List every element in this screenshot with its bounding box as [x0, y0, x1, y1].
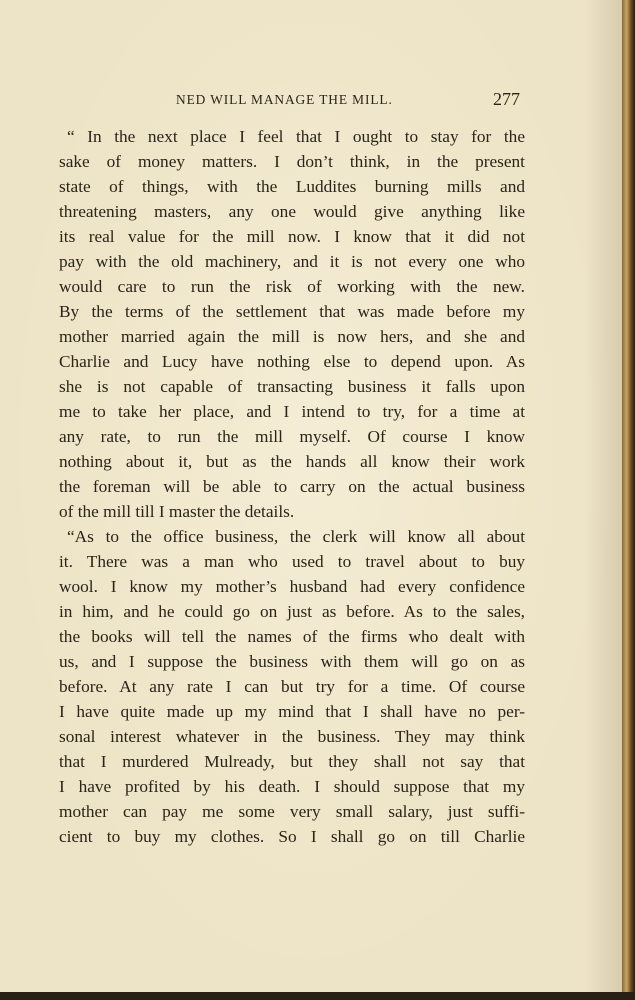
text-line: me to take her place, and I intend to try, for a time at: [59, 402, 525, 421]
text-line: sonal interest whatever in the business. They may think: [59, 727, 525, 746]
text-line: that I murdered Mulready, but they shall not say that: [59, 752, 525, 771]
page-bottom-edge: [0, 992, 635, 1000]
text-line: any rate, to run the mill myself. Of course I know: [59, 427, 525, 446]
text-line: mother can pay me some very small salary, just suffi-: [59, 802, 525, 821]
text-line: cient to buy my clothes. So I shall go on till Charlie: [59, 827, 525, 846]
text-line: Charlie and Lucy have nothing else to depend upon. As: [59, 352, 525, 371]
text-line: I have quite made up my mind that I shall have no per-: [59, 702, 525, 721]
text-line: she is not capable of transacting business it falls upon: [59, 377, 525, 396]
body-text: [59, 124, 525, 849]
text-line: its real value for the mill now. I know that it did not: [59, 227, 525, 246]
text-line: us, and I suppose the business with them will go on as: [59, 652, 525, 671]
text-line: the books will tell the names of the firms who dealt with: [59, 627, 525, 646]
text-line: mother married again the mill is now hers, and she and: [59, 327, 525, 346]
text-line: threatening masters, any one would give anything like: [59, 202, 525, 221]
text-line: “As to the office business, the clerk will know all about: [67, 527, 525, 546]
text-line: would care to run the risk of working with the new.: [59, 277, 525, 296]
text-line: wool. I know my mother’s husband had every confidence: [59, 577, 525, 596]
page-number: 277: [493, 89, 520, 109]
text-line: nothing about it, but as the hands all know their work: [59, 452, 525, 471]
text-line: “ In the next place I feel that I ought to stay for the: [67, 127, 525, 146]
text-line: of the mill till I master the details.: [59, 502, 295, 521]
text-line: the foreman will be able to carry on the actual business: [59, 477, 525, 496]
text-line: before. At any rate I can but try for a time. Of course: [59, 677, 525, 696]
text-line: it. There was a man who used to travel about to buy: [59, 552, 525, 571]
page-header: [0, 89, 622, 113]
text-line: pay with the old machinery, and it is not every one who: [59, 252, 525, 271]
text-line: sake of money matters. I don’t think, in the present: [59, 152, 525, 171]
text-line: state of things, with the Luddites burning mills and: [59, 177, 525, 196]
text-line: in him, and he could go on just as before. As to the sales,: [59, 602, 525, 621]
text-line: By the terms of the settlement that was made before my: [59, 302, 525, 321]
book-spine-edge: [622, 0, 635, 1000]
running-head: NED WILL MANAGE THE MILL.: [176, 92, 393, 107]
text-line: I have profited by his death. I should suppose that my: [59, 777, 525, 796]
